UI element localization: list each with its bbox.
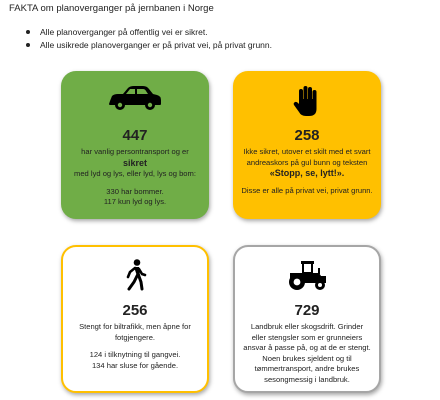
card-text-line: Ikke sikret, utover et skilt med et svart andreaskors på gul bunn og teksten: [243, 147, 371, 167]
spacer: [241, 179, 373, 186]
card-text-line: Landbruk eller skogsdrift. Grinder eller stengsler som er grunneiers ansvar å passe på, og at de er stengt. Noen brukes sjeldent og til tømmertransport, andre brukes sesongmessig i landbruk.: [243, 322, 371, 384]
card-text: [243, 322, 371, 385]
bullet-text: Alle usikrede planoverganger er på privat vei, på privat grunn.: [40, 40, 272, 50]
fact-card-landbruk: [233, 245, 381, 393]
bullet-dot: [26, 30, 30, 34]
card-text: [69, 147, 201, 208]
card-text: [241, 147, 373, 196]
fact-card-fotgjengere: [61, 245, 209, 393]
car-icon: [61, 85, 209, 111]
card-number: 447: [122, 127, 148, 144]
bullet-item: [26, 39, 272, 52]
spacer: [71, 343, 199, 350]
pedestrian-icon: [63, 259, 207, 291]
card-text-line: med lyd og lys, eller lyd, lys og bom:: [74, 169, 196, 178]
card-text-line: Disse er alle på privat vei, privat grunn.: [241, 185, 373, 195]
bullet-list: [26, 26, 272, 52]
card-text-span: har vanlig persontransport og er: [81, 147, 189, 156]
card-text-line: 330 har bommer.: [106, 186, 164, 196]
card-text-line: [69, 147, 201, 169]
stop-hand-icon: [233, 85, 381, 117]
emphasis-sikret: sikret: [122, 157, 148, 168]
tractor-icon: [235, 259, 379, 291]
spacer: [69, 180, 201, 187]
bullet-text: Alle planoverganger på offentlig vei er sikret.: [40, 27, 208, 37]
fact-card-sikret: [61, 71, 209, 219]
page-title: FAKTA om planoverganger på jernbanen i Norge: [9, 3, 214, 14]
card-number: 256: [122, 302, 148, 319]
bullet-dot: [26, 43, 30, 47]
card-text-quote: «Stopp, se, lytt!».: [269, 168, 345, 178]
card-text: [71, 322, 199, 371]
card-number: 729: [294, 302, 320, 319]
card-text-line: 124 i tilknytning til gangvei.: [89, 350, 181, 359]
card-text-line: 117 kun lyd og lys.: [103, 197, 167, 206]
bullet-item: [26, 26, 272, 39]
card-text-line: 134 har sluse for gående.: [91, 360, 179, 370]
fact-card-ikke-sikret: [233, 71, 381, 219]
card-number: 258: [294, 127, 320, 144]
card-text-line: Stengt for biltrafikk, men åpne for fotgjengere.: [79, 322, 191, 342]
